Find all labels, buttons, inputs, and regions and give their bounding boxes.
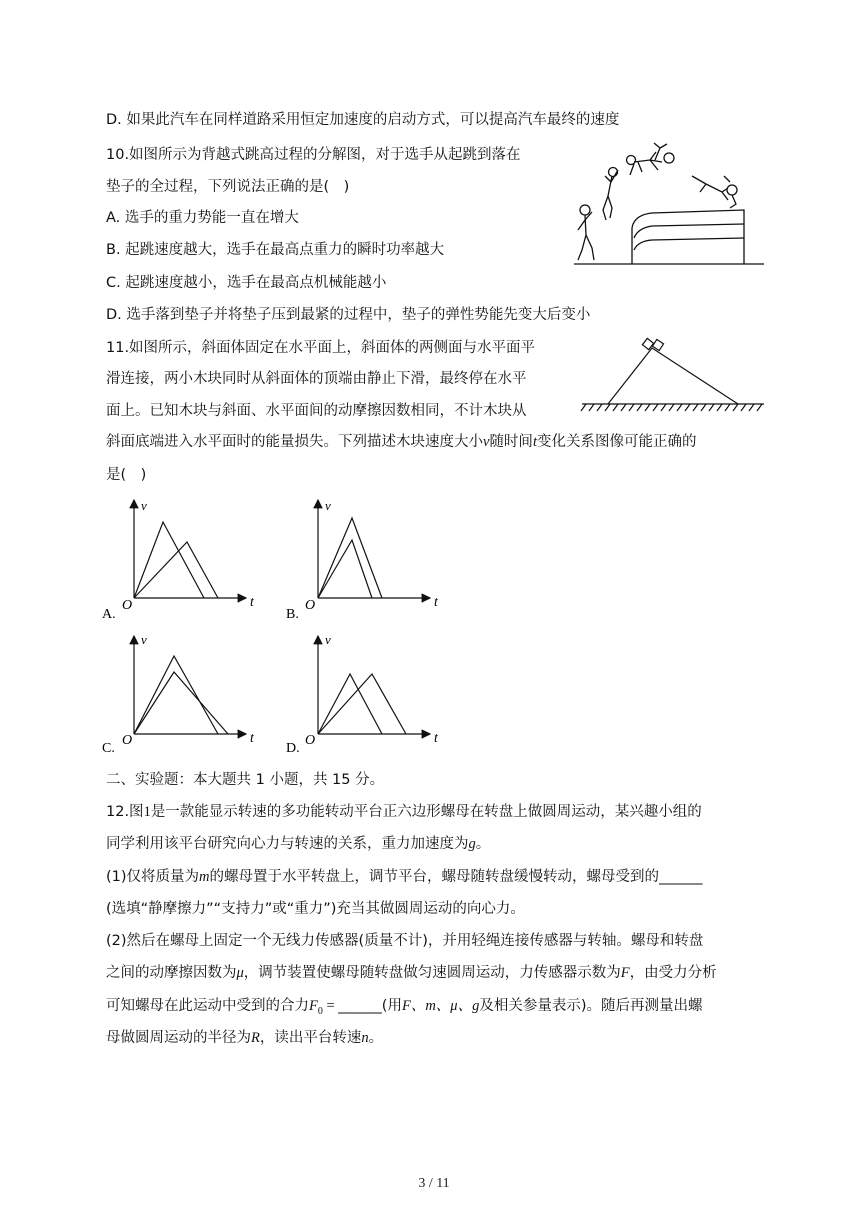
q11-stem-text-c: 变化关系图像可能正确的 (536, 434, 697, 450)
q12-part1-line2: (选填“静摩擦力”“支持力”或“重力”)充当其做圆周运动的向心力。 (106, 901, 525, 917)
q12-equals: = (322, 998, 339, 1014)
q12-line2 (106, 834, 490, 854)
q12-text-b: 是一款能显示转速的多功能转动平台正六边形螺母在转盘上做圆周运动，某兴趣小组的 (150, 804, 702, 820)
q11-stem-line3: 面上。已知木块与斜面、水平面间的动摩擦因数相同，不计木块从 (106, 403, 527, 419)
graph-d-v: v (325, 632, 331, 647)
section2-heading: 二、实验题：本大题共 1 小题，共 15 分。 (106, 772, 385, 788)
q10-option-b: B. 起跳速度越大，选手在最高点重力的瞬时功率越大 (106, 242, 445, 258)
q12-p2-line3-c: 及相关参量表示)。随后再测量出螺 (479, 998, 703, 1014)
q12-p2-line3-text: 可知螺母在此运动中受到的合力 (106, 998, 309, 1014)
q12-p2-text-c: ，由受力分析 (629, 965, 717, 981)
q9-option-d: D. 如果此汽车在同样道路采用恒定加速度的启动方式，可以提高汽车最终的速度 (106, 112, 620, 128)
q12-p1-text-a: (1)仅将质量为 (106, 869, 200, 885)
q12-p2-line4-c: 。 (368, 1030, 384, 1046)
q11-var-v: v (483, 434, 490, 450)
q12-p2-line4-text: 母做圆周运动的半径为 (106, 1030, 251, 1046)
q12-p2-line3-b: (用 (381, 998, 402, 1014)
graph-d-curve-1 (318, 674, 382, 734)
graph-a-curve-2 (134, 542, 218, 598)
q12-p1-text-b: 的螺母置于水平转盘上，调节平台，螺母随转盘缓慢转动，螺母受到的 (209, 869, 660, 885)
graph-b-t: t (434, 595, 438, 610)
q12-var-list: F、m、μ、g (401, 998, 480, 1014)
graph-d-t: t (434, 731, 438, 746)
q12-p2-text-b: ，调节装置使螺母随转盘做匀速圆周运动，力传感器示数为 (243, 965, 621, 981)
q12-var-m: m (199, 869, 210, 885)
graph-option-d-label: D. (286, 741, 300, 756)
q11-stem-line2: 滑连接，两小木块同时从斜面体的顶端由静止下滑，最终停在水平 (106, 371, 527, 387)
graph-a-t: t (250, 595, 254, 610)
graph-c-t: t (250, 731, 254, 746)
high-jump-figure (572, 140, 768, 270)
graph-c-curve-2 (134, 672, 228, 734)
q12-line2-text: 同学利用该平台研究向心力与转速的关系，重力加速度为 (106, 836, 469, 852)
graph-option-c-label: C. (102, 741, 115, 756)
q10-stem-line1: 10.如图所示为背越式跳高过程的分解图，对于选手从起跳到落在 (106, 147, 521, 163)
graph-a-v: v (141, 498, 147, 513)
q11-stem-line5: 是( ) (106, 467, 147, 483)
q11-var-t: t (532, 434, 537, 450)
incline-figure (580, 334, 766, 414)
q12-part2-line4 (106, 1028, 383, 1048)
q11-stem-text-b: 随时间 (489, 434, 533, 450)
page-number: 3 / 11 (418, 1176, 450, 1191)
q12-p2-blank[interactable]: ______ (338, 998, 382, 1014)
graph-d-curve-2 (318, 674, 406, 734)
vt-graphs (100, 494, 445, 764)
q12-line2-end: 。 (475, 836, 491, 852)
q12-var-F0-sub: 0 (317, 1005, 323, 1017)
q12-var-mu: μ (236, 965, 244, 981)
q12-p2-text-a: 之间的动摩擦因数为 (106, 965, 237, 981)
q12-part2-line1: (2)然后在螺母上固定一个无线力传感器(质量不计)，并用轻绳连接传感器与转轴。螺母和转盘 (106, 933, 704, 949)
graph-c-curve-1 (134, 656, 218, 734)
q12-var-R: R (251, 1030, 260, 1046)
q12-var-g: g (468, 836, 476, 852)
graph-b-curve-1 (318, 518, 382, 598)
graph-c-v: v (141, 632, 147, 647)
q11-stem-text-a: 斜面底端进入水平面时的能量损失。下列描述木块速度大小 (106, 434, 483, 450)
graph-option-a-label: A. (102, 607, 116, 622)
q12-var-F0: F (309, 998, 318, 1014)
graph-b-v: v (325, 498, 331, 513)
q10-option-a: A. 选手的重力势能一直在增大 (106, 210, 299, 226)
q12-p1-blank[interactable]: ______ (659, 869, 703, 885)
q10-option-d: D. 选手落到垫子并将垫子压到最紧的过程中，垫子的弹性势能先变大后变小 (106, 307, 591, 323)
q11-stem-line4 (106, 432, 696, 452)
q12-part2-line2 (106, 963, 717, 983)
q12-part2-line3 (106, 996, 702, 1022)
graph-d-origin: O (305, 733, 316, 748)
graph-a-origin: O (122, 598, 133, 613)
graph-b-origin: O (305, 598, 316, 613)
q10-option-c: C. 起跳速度越小，选手在最高点机械能越小 (106, 275, 387, 291)
q12-fig-number: 1 (143, 804, 151, 820)
q12-var-F: F (620, 965, 630, 981)
q12-part1-line1 (106, 867, 703, 887)
q12-line1 (106, 802, 702, 822)
graph-c-origin: O (122, 733, 133, 748)
graph-option-b-label: B. (286, 607, 299, 622)
q12-p2-line4-b: ，读出平台转速 (259, 1030, 362, 1046)
q12-text-a: 12.图 (106, 804, 144, 820)
q10-stem-line2: 垫子的全过程，下列说法正确的是( ) (106, 179, 350, 195)
q11-stem-line1: 11.如图所示，斜面体固定在水平面上，斜面体的两侧面与水平面平 (106, 340, 536, 356)
q12-var-n: n (361, 1030, 369, 1046)
